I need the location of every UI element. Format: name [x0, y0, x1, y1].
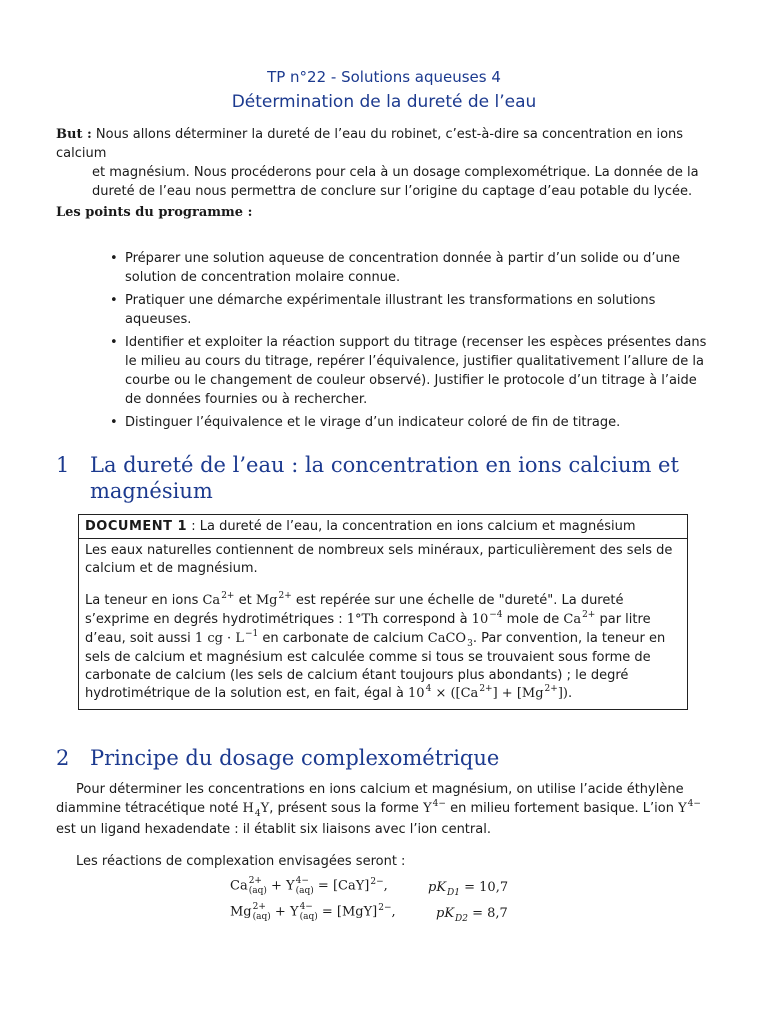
list-item: • Identifier et exploiter la réaction support du titrage (recenser les espèces présentes dans le milieu au cours du titrage, repérer l’équivalence, justifier qualitativement l’allure de la courbe ou le changement de couleur observé). Justifier le protocole d’un titrage à l’aide de données fournies ou à rechercher.: [110, 333, 714, 409]
list-item: • Pratiquer une démarche expérimentale illustrant les transformations en solutions aqueuses.: [110, 291, 714, 329]
program-list: [110, 249, 714, 436]
section-number: 2: [56, 746, 70, 770]
document-body: [79, 539, 687, 721]
pk-d2: $pK_{D2} = 8,7$: [436, 906, 508, 924]
section-title: Principe du dosage complexométrique: [90, 746, 500, 770]
document-title: : La dureté de l’eau, la concentration en ions calcium et magnésium: [187, 519, 636, 534]
document-para-1: Les eaux naturelles contiennent de nombreux sels minéraux, particulièrement des sels de calcium et de magnésium.: [85, 543, 673, 576]
section-title: La dureté de l’eau : la concentration en ions calcium et magnésium: [90, 453, 679, 503]
section-1-heading: [56, 452, 714, 504]
principle-paragraph: Pour déterminer les concentrations en ions calcium et magnésium, on utilise l’acide éthylène diammine tétracétique noté $H_4Y$, présent sous la forme $Y^{4-}$ en milieu fortement basique. L’ion $Y^{4-}$ est un ligand hexadendate : il établit six liaisons avec l’ion central.: [56, 782, 701, 837]
pk-d1: $pK_{D1} = 10,7$: [428, 880, 509, 898]
program-heading: Les points du programme :: [56, 205, 253, 220]
document-1-box: [78, 514, 688, 710]
section-2-heading: [56, 745, 714, 771]
list-item: • Préparer une solution aqueuse de concentration donnée à partir d’un solide ou d’une solution de concentration molaire connue.: [110, 249, 714, 287]
reactions-intro: Les réactions de complexation envisagées seront :: [76, 854, 406, 869]
goal-text-line1: Nous allons déterminer la dureté de l’eau du robinet, c’est-à-dire sa concentration en ions calcium: [56, 127, 684, 161]
document-label: DOCUMENT 1: [85, 519, 188, 534]
list-item: • Distinguer l’équivalence et le virage d’un indicateur coloré de fin de titrage.: [110, 413, 714, 432]
document-header: [79, 515, 687, 539]
section-number: 1: [56, 453, 70, 477]
document-para-2: La teneur en ions $Ca^{2+}$ et $Mg^{2+}$ est repérée sur une échelle de "dureté". La dureté s’exprime en degrés hydrotimétriques : 1°Th correspond à $10^{-4}$ mole de $Ca^{2+}$ par litre d’eau, soit aussi 1 cg · $L^{-1}$ en carbonate de calcium CaCO$_3$. Par convention, la teneur en sels de calcium et magnésium est calculée comme si tous se trouvaient sous forme de carbonate de calcium (les sels de calcium étant toujours plus abondants) ; le degré hydrotimétrique de la solution est, en fait, égal à $10^4 \times ([Ca^{2+}] + [Mg^{2+}])$.: [85, 591, 666, 701]
tp-title: TP n°22 - Solutions aqueuses 4: [267, 68, 501, 86]
page-title: Détermination de la dureté de l’eau: [231, 92, 537, 112]
goal-paragraph: [56, 125, 718, 201]
equation-calcium: Ca 2+ (aq) + Y 4− (aq) = [CaY]$^{2-}$,: [230, 876, 388, 896]
equation-magnesium: Mg 2+ (aq) + Y 4− (aq) = [MgY]$^{2-}$,: [230, 902, 396, 922]
goal-text-rest: et magnésium. Nous procéderons pour cela à un dosage complexométrique. La donnée de la dureté de l’eau nous permettra de conclure sur l’origine du captage d’eau potable du lycée.: [92, 165, 699, 199]
goal-label: But :: [56, 127, 92, 142]
